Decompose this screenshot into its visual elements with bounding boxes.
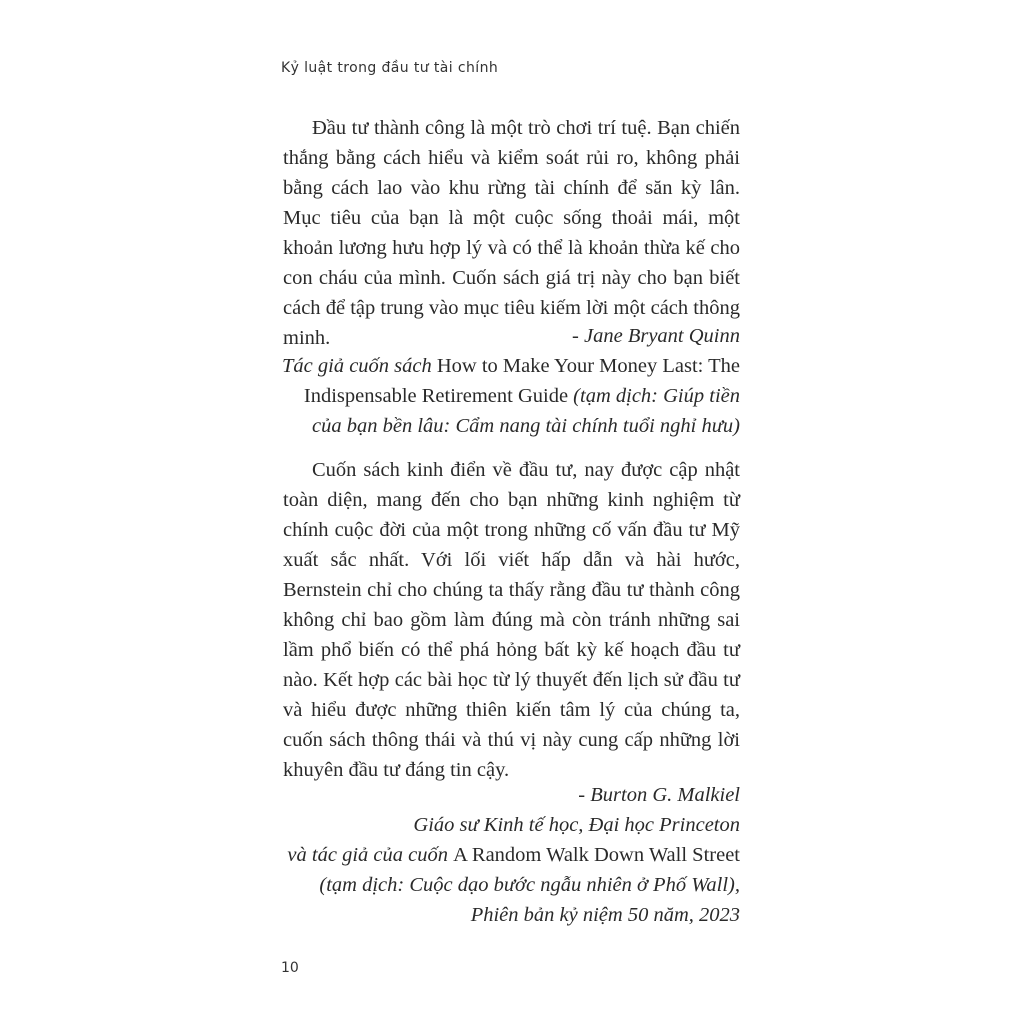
quote-paragraph-1: Đầu tư thành công là một trò chơi trí tuệ. Bạn chiến thắng bằng cách hiểu và kiểm soát rủi ro, không phải bằng cách lao vào khu rừng tài chính để săn kỳ lân. Mục tiêu của bạn là một cuộc sống thoải mái, một khoản lương hưu hợp lý và có thể là khoản thừa kế cho con cháu của mình. Cuốn sách giá trị này cho bạn biết cách để tập trung vào mục tiêu kiếm lời một cách thông minh. xyxy=(283,117,740,349)
attribution-1 xyxy=(260,321,740,441)
attribution-role-1 xyxy=(260,351,740,381)
attribution-book-line-1 xyxy=(260,381,740,411)
book-title-2: A Random Walk Down Wall Street xyxy=(453,844,740,866)
attribution-role-2: Giáo sư Kinh tế học, Đại học Princeton xyxy=(413,814,740,836)
page-number: 10 xyxy=(281,960,299,976)
attribution-author-1: - Jane Bryant Quinn xyxy=(572,325,740,347)
translation-1b: của bạn bền lâu: Cẩm nang tài chính tuổi nghỉ hưu) xyxy=(312,415,740,437)
attribution-book-line-2 xyxy=(260,840,740,870)
quote-paragraph-2: Cuốn sách kinh điển về đầu tư, nay được cập nhật toàn diện, mang đến cho bạn những kinh nghiệm từ chính cuộc đời của một trong những cố vấn đầu tư Mỹ xuất sắc nhất. Với lối viết hấp dẫn và hài hước, Bernstein chỉ cho chúng ta thấy rằng đầu tư thành công không chỉ bao gồm làm đúng mà còn tránh những sai lầm phổ biến có thể phá hỏng bất kỳ kế hoạch đầu tư nào. Kết hợp các bài học từ lý thuyết đến lịch sử đầu tư và hiểu được những thiên kiến tâm lý của chúng ta, cuốn sách thông thái và thú vị này cung cấp những lời khuyên đầu tư đáng tin cậy. xyxy=(283,459,740,781)
translation-1a: (tạm dịch: Giúp tiền xyxy=(568,385,740,407)
running-header: Kỷ luật trong đầu tư tài chính xyxy=(281,60,499,76)
attribution-2 xyxy=(260,780,740,930)
edition-2: Phiên bản kỷ niệm 50 năm, 2023 xyxy=(470,904,740,926)
role-prefix-2: và tác giả của cuốn xyxy=(287,844,454,866)
book-title-1a: How to Make Your Money Last: The xyxy=(436,355,740,377)
attribution-author-2: - Burton G. Malkiel xyxy=(578,784,740,806)
role-prefix-1: Tác giả cuốn sách xyxy=(282,355,437,377)
translation-2: (tạm dịch: Cuộc dạo bước ngẫu nhiên ở Phố Wall), xyxy=(319,874,740,896)
book-title-1b: Indispensable Retirement Guide xyxy=(303,385,569,407)
